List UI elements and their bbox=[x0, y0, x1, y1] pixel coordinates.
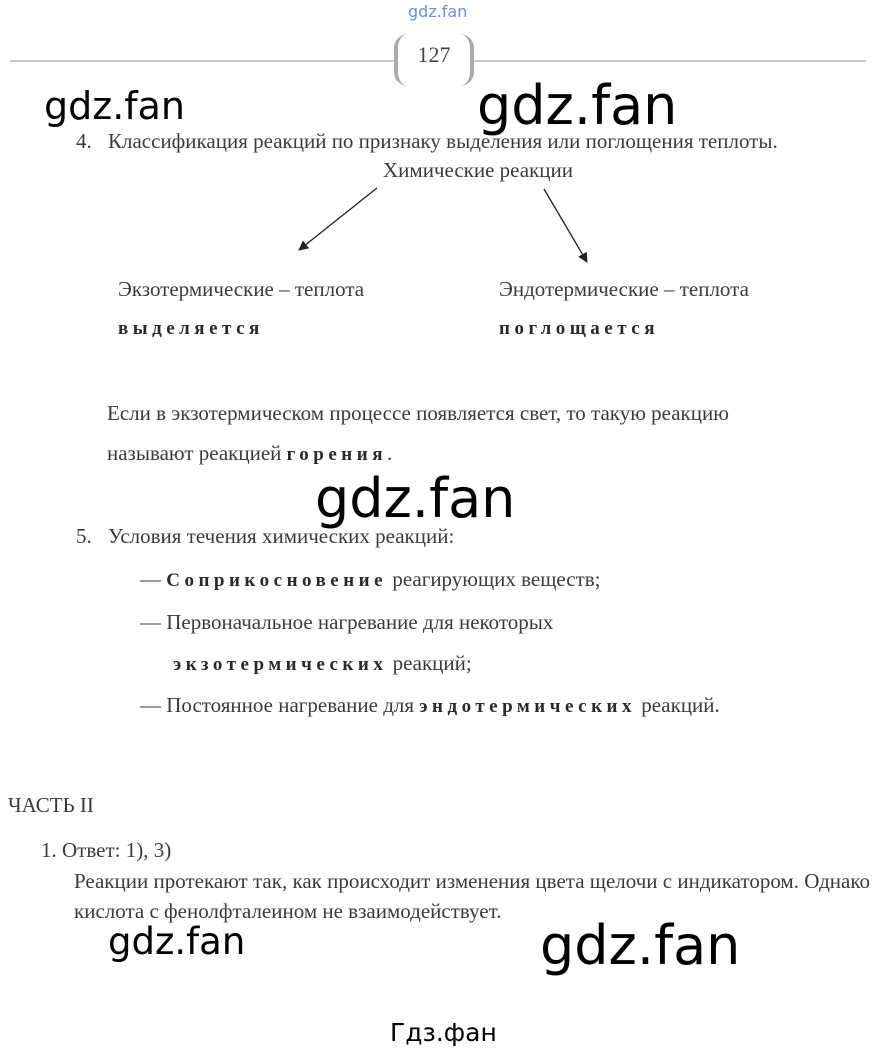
list-dash: — bbox=[140, 693, 161, 717]
diagram-root-label: Химические реакции bbox=[383, 158, 573, 182]
section4-number: 4. bbox=[76, 129, 92, 153]
exothermic-label: Экзотермические – теплота bbox=[118, 277, 365, 301]
watermark: gdz.fan bbox=[315, 467, 516, 530]
watermark: gdz.fan bbox=[540, 914, 741, 977]
combustion-term: горения bbox=[286, 444, 387, 465]
exothermic-term: выделяется bbox=[118, 318, 264, 339]
combustion-prefix: называют реакцией bbox=[107, 441, 282, 465]
list-item-constant-heating bbox=[140, 693, 720, 718]
page-number: 127 bbox=[417, 42, 451, 67]
endothermic-term: поглощается bbox=[499, 318, 660, 339]
combustion-suffix: . bbox=[387, 441, 393, 465]
contact-term: Соприкосновение bbox=[166, 570, 388, 591]
watermark: gdz.fan bbox=[108, 920, 246, 963]
exothermic-term-list: экзотермических bbox=[173, 654, 388, 675]
list-dash: — bbox=[140, 567, 161, 591]
top-watermark: gdz.fan bbox=[408, 2, 468, 21]
initial-heating-rest: реакций; bbox=[392, 651, 472, 675]
footer-watermark: Гдз.фан bbox=[390, 1018, 497, 1047]
list-item-contact bbox=[140, 567, 601, 592]
answer-label: 1. Ответ: 1), 3) bbox=[41, 838, 172, 862]
section5-number: 5. bbox=[76, 524, 92, 548]
contact-rest: реагирующих веществ; bbox=[392, 567, 601, 591]
initial-heating-text: Первоначальное нагревание для некоторых bbox=[166, 610, 554, 634]
list-item-initial-heating-cont bbox=[173, 651, 472, 676]
answer-text: Реакции протекают так, как происходит изменения цвета щелочи с индикатором. Однако кислота с фенолфталеином не взаимодействует. bbox=[74, 869, 870, 923]
endothermic-label: Эндотермические – теплота bbox=[499, 277, 749, 301]
arrow-left bbox=[299, 188, 377, 250]
watermark: gdz.fan bbox=[44, 84, 186, 128]
watermark: gdz.fan bbox=[477, 74, 678, 137]
list-item-initial-heating bbox=[140, 610, 553, 635]
arrow-right bbox=[544, 189, 587, 262]
constant-heating-rest: реакций. bbox=[641, 693, 720, 717]
section5-heading: Условия течения химических реакций: bbox=[108, 524, 455, 548]
part2-heading: ЧАСТЬ II bbox=[8, 793, 94, 817]
diagram-arrows bbox=[0, 0, 884, 300]
combustion-paragraph-line2 bbox=[107, 441, 392, 466]
section4-heading: Классификация реакций по признаку выделения или поглощения теплоты. bbox=[108, 129, 778, 153]
endothermic-term-list: эндотермических bbox=[419, 696, 636, 717]
constant-heating-prefix: Постоянное нагревание для bbox=[166, 693, 415, 717]
combustion-paragraph-line1: Если в экзотермическом процессе появляется свет, то такую реакцию bbox=[107, 401, 729, 425]
list-dash: — bbox=[140, 610, 161, 634]
